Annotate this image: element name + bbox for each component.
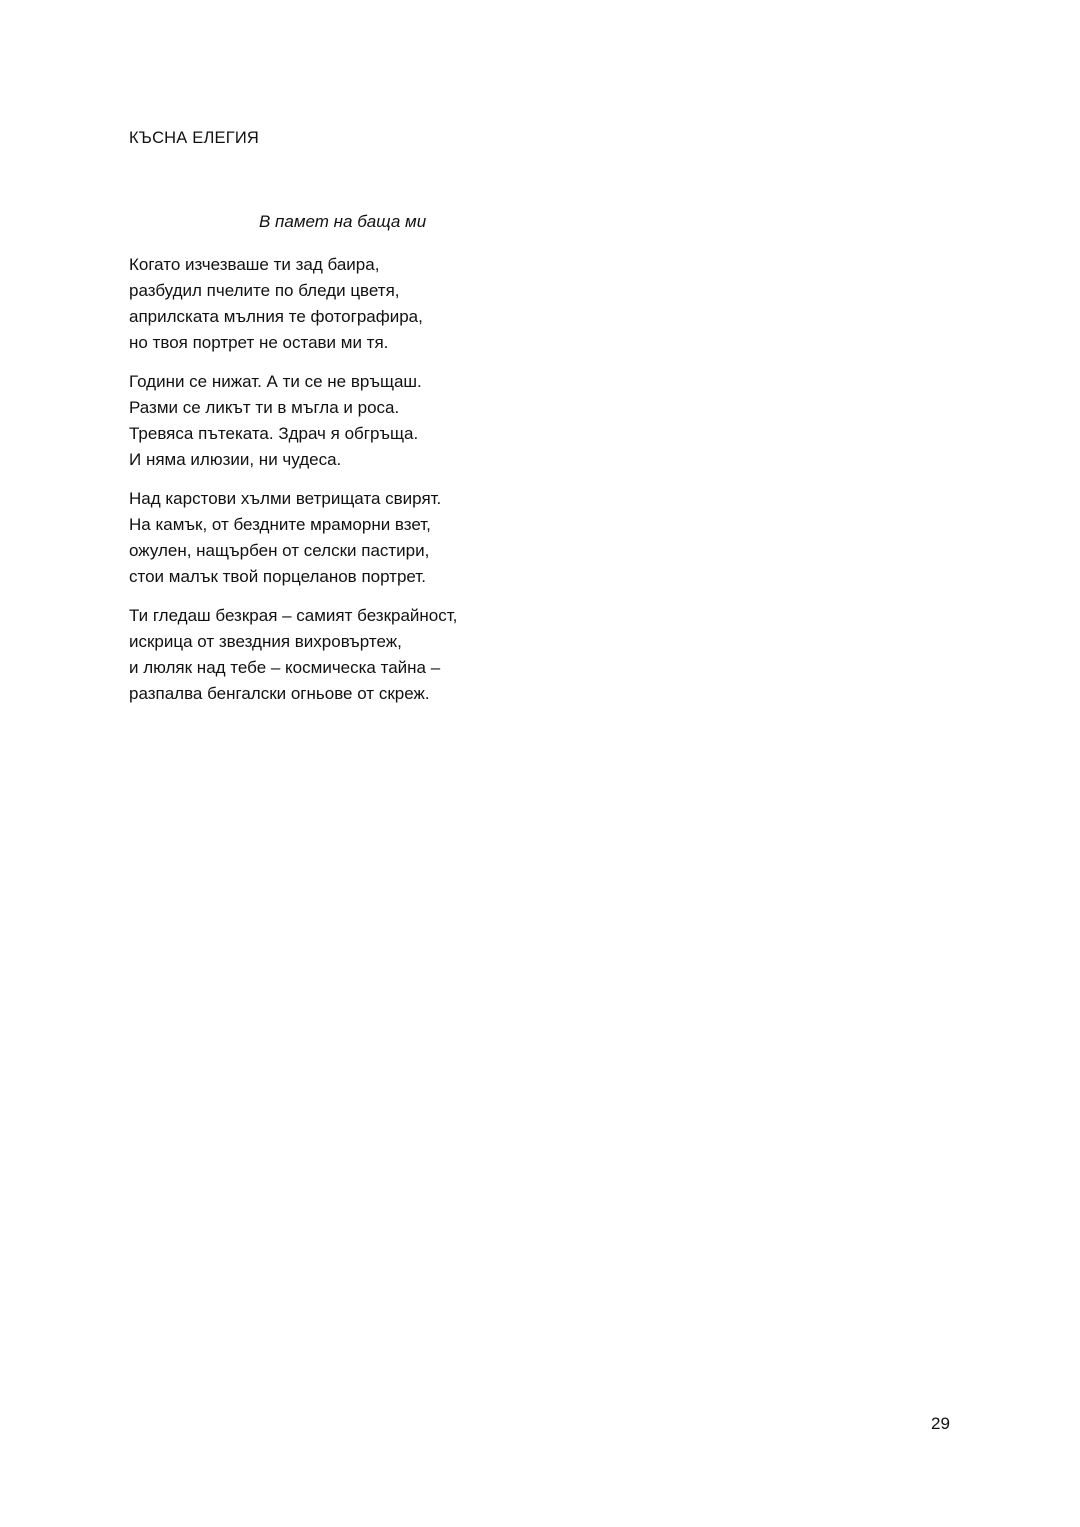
poem-line: ожулен, нащърбен от селски пастири, xyxy=(129,541,430,560)
poem-line: И няма илюзии, ни чудеса. xyxy=(129,450,342,469)
poem-line: априлската мълния те фотографира, xyxy=(129,307,423,326)
poem-line: Когато изчезваше ти зад баира, xyxy=(129,255,380,274)
stanza-3 xyxy=(129,486,549,590)
poem-line: Разми се ликът ти в мъгла и роса. xyxy=(129,398,400,417)
poem-dedication: В памет на баща ми xyxy=(259,212,427,231)
poem-line: Ти гледаш безкрая – самият безкрайност, xyxy=(129,606,458,625)
stanza-1 xyxy=(129,252,549,356)
stanza-2 xyxy=(129,369,549,473)
poem-line: Над карстови хълми ветрищата свирят. xyxy=(129,489,442,508)
poem-line: На камък, от бездните мраморни взет, xyxy=(129,515,431,534)
poem-line: но твоя портрет не остави ми тя. xyxy=(129,333,389,352)
page-number: 29 xyxy=(931,1414,950,1433)
poem-title: КЪСНА ЕЛЕГИЯ xyxy=(129,129,260,147)
poem-line: разбудил пчелите по бледи цветя, xyxy=(129,281,400,300)
poem-body xyxy=(129,252,549,720)
stanza-4 xyxy=(129,603,549,707)
poem-line: и люляк над тебе – космическа тайна – xyxy=(129,658,441,677)
poem-line: стои малък твой порцеланов портрет. xyxy=(129,567,426,586)
poem-line: разпалва бенгалски огньове от скреж. xyxy=(129,684,430,703)
poem-line: Години се нижат. А ти се не връщаш. xyxy=(129,372,422,391)
poem-line: искрица от звездния вихровъртеж, xyxy=(129,632,402,651)
poem-line: Тревяса пътеката. Здрач я обгръща. xyxy=(129,424,419,443)
